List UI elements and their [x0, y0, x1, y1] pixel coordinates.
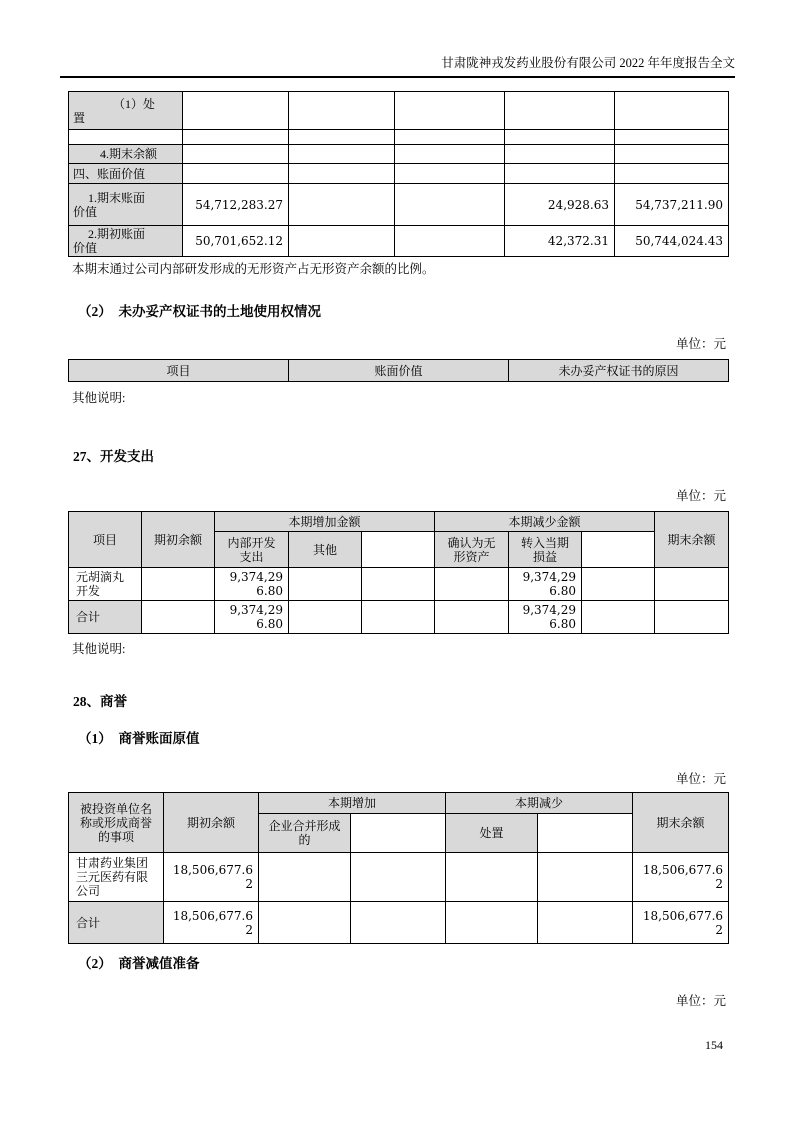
table-cell	[446, 853, 538, 902]
column-header: 被投资单位名称或形成商誉的事项	[69, 793, 164, 853]
table-header-row	[69, 793, 729, 814]
row-label: 合计	[69, 601, 142, 634]
table-cell	[505, 164, 615, 184]
table-cell: 18,506,677.62	[164, 902, 259, 944]
column-header: 其他	[289, 532, 362, 568]
table-cell	[142, 568, 215, 601]
section-heading-goodwill-impairment: （2） 商誉减值准备	[78, 956, 200, 971]
column-header: 内部开发支出	[215, 532, 289, 568]
table-cell	[395, 226, 505, 257]
table-row	[69, 145, 729, 164]
row-label: 四、账面价值	[69, 164, 183, 184]
unit-label: 单位：元	[675, 337, 726, 351]
column-header	[582, 532, 655, 568]
table-cell: 9,374,296.80	[215, 568, 289, 601]
table-cell: 24,928.63	[505, 184, 615, 226]
column-header: 项目	[69, 512, 142, 568]
table-cell	[351, 902, 446, 944]
table-cell	[615, 130, 729, 145]
table-cell	[183, 130, 289, 145]
row-label: 元胡滴丸开发	[69, 568, 142, 601]
table-header-row	[69, 360, 729, 382]
table-cell	[289, 145, 395, 164]
table-cell	[289, 601, 362, 634]
table-cell	[538, 853, 633, 902]
table-cell	[395, 92, 505, 130]
row-label	[69, 130, 183, 145]
section-heading-land-use: （2） 未办妥产权证书的土地使用权情况	[78, 304, 321, 319]
table-cell	[289, 164, 395, 184]
column-group-header: 本期增加	[259, 793, 446, 814]
table-cell: 9,374,296.80	[215, 601, 289, 634]
table-cell	[362, 568, 435, 601]
table-cell: 54,737,211.90	[615, 184, 729, 226]
column-header: 企业合并形成的	[259, 814, 351, 853]
table-cell	[395, 184, 505, 226]
section-heading-dev-expense: 27、开发支出	[73, 449, 154, 464]
unit-label: 单位：元	[675, 489, 726, 503]
row-label: 2.期初账面价值	[69, 226, 183, 257]
table-cell	[615, 92, 729, 130]
section-heading-goodwill-cost: （1） 商誉账面原值	[78, 731, 200, 746]
table-row	[69, 601, 729, 634]
table-cell: 9,374,296.80	[509, 568, 582, 601]
table-cell	[289, 184, 395, 226]
table-cell	[505, 130, 615, 145]
column-header	[362, 532, 435, 568]
table-row	[69, 164, 729, 184]
column-header: 期初余额	[164, 793, 259, 853]
row-label: 1.期末账面价值	[69, 184, 183, 226]
intangible-assets-table	[68, 91, 729, 257]
table-row	[69, 568, 729, 601]
table-cell	[395, 130, 505, 145]
table-cell	[259, 853, 351, 902]
intangible-ratio-note: 本期末通过公司内部研发形成的无形资产占无形资产余额的比例。	[72, 262, 435, 276]
table-cell	[289, 568, 362, 601]
table-cell	[538, 902, 633, 944]
table-row	[69, 853, 729, 902]
table-cell	[183, 145, 289, 164]
table-cell: 50,744,024.43	[615, 226, 729, 257]
table-cell	[505, 145, 615, 164]
page-number: 154	[705, 1038, 723, 1052]
table-cell	[289, 130, 395, 145]
column-group-header: 本期减少金额	[435, 512, 655, 532]
table-cell: 18,506,677.62	[164, 853, 259, 902]
table-row	[69, 92, 729, 130]
page-header-title: 甘肃陇神戎发药业股份有限公司 2022 年年度报告全文	[60, 0, 735, 78]
column-header: 处置	[446, 814, 538, 853]
other-note-label: 其他说明:	[72, 391, 126, 405]
table-cell	[362, 601, 435, 634]
table-cell	[655, 601, 729, 634]
table-cell	[183, 92, 289, 130]
column-header	[351, 814, 446, 853]
table-cell	[655, 568, 729, 601]
column-header: 转入当期损益	[509, 532, 582, 568]
table-header-row	[69, 512, 729, 532]
column-header: 期末余额	[655, 512, 729, 568]
row-label: 4.期末余额	[69, 145, 183, 164]
table-cell	[582, 601, 655, 634]
section-heading-goodwill: 28、商誉	[73, 694, 127, 709]
dev-expense-table	[68, 511, 729, 634]
column-header: 项目	[69, 360, 289, 382]
table-cell	[435, 601, 509, 634]
table-cell	[615, 145, 729, 164]
table-cell	[289, 226, 395, 257]
table-cell	[446, 902, 538, 944]
table-cell	[615, 164, 729, 184]
table-cell: 18,506,677.62	[633, 853, 729, 902]
table-cell	[395, 164, 505, 184]
table-cell: 54,712,283.27	[183, 184, 289, 226]
table-cell	[289, 92, 395, 130]
table-cell: 9,374,296.80	[509, 601, 582, 634]
row-label: 甘肃药业集团三元医药有限公司	[69, 853, 164, 902]
table-row	[69, 130, 729, 145]
column-header: 未办妥产权证书的原因	[509, 360, 729, 382]
column-header: 确认为无形资产	[435, 532, 509, 568]
table-cell	[505, 92, 615, 130]
column-header: 期末余额	[633, 793, 729, 853]
table-cell	[259, 902, 351, 944]
land-use-table	[68, 359, 729, 382]
column-header: 期初余额	[142, 512, 215, 568]
row-label: 合计	[69, 902, 164, 944]
table-row	[69, 226, 729, 257]
unit-label: 单位：元	[675, 994, 726, 1008]
unit-label: 单位：元	[675, 772, 726, 786]
column-group-header: 本期减少	[446, 793, 633, 814]
table-cell	[142, 601, 215, 634]
table-cell: 42,372.31	[505, 226, 615, 257]
column-header: 账面价值	[289, 360, 509, 382]
page-content	[68, 91, 728, 1009]
table-cell	[435, 568, 509, 601]
table-cell	[183, 164, 289, 184]
table-cell: 18,506,677.62	[633, 902, 729, 944]
table-row	[69, 184, 729, 226]
table-cell	[351, 853, 446, 902]
table-cell: 50,701,652.12	[183, 226, 289, 257]
goodwill-table	[68, 792, 729, 944]
row-label: （1）处置	[69, 92, 183, 130]
table-row	[69, 902, 729, 944]
table-cell	[395, 145, 505, 164]
other-note-label: 其他说明:	[72, 642, 126, 656]
table-cell	[582, 568, 655, 601]
column-header	[538, 814, 633, 853]
column-group-header: 本期增加金额	[215, 512, 435, 532]
